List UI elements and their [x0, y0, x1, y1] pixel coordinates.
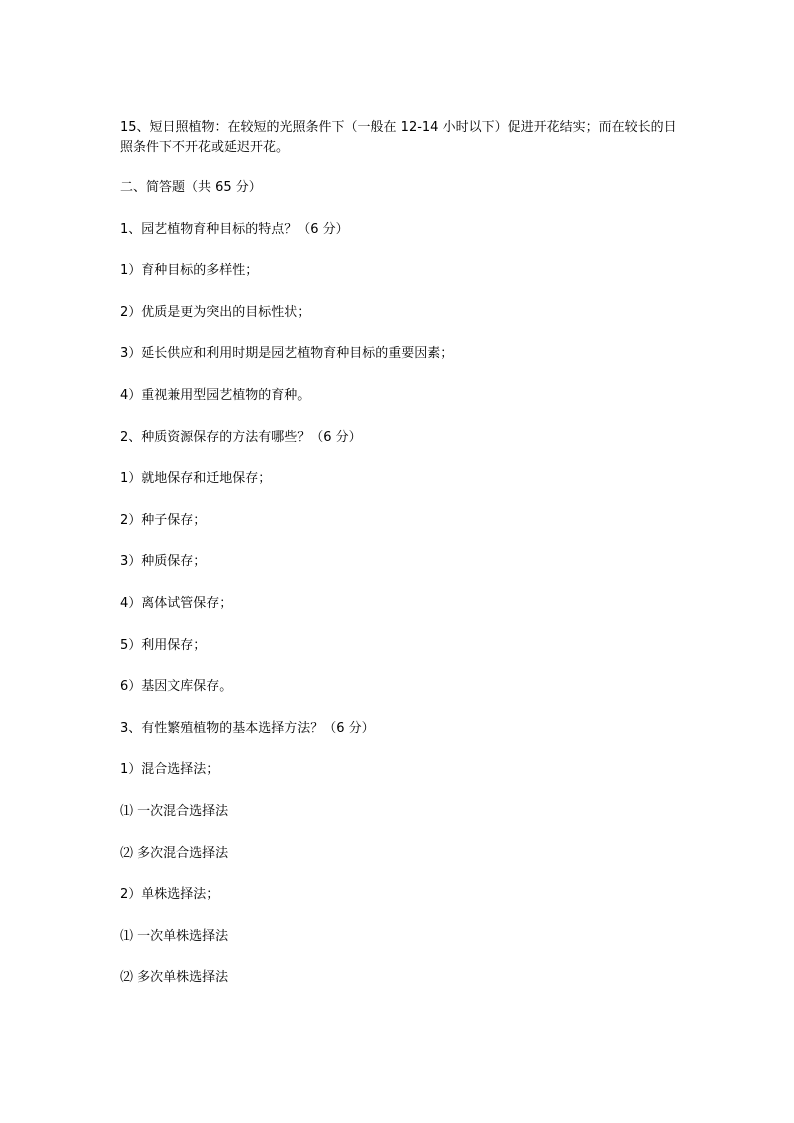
definition-15: 15、短日照植物：在较短的光照条件下（一般在 12-14 小时以下）促进开花结实；而在较长的日照条件下不开花或延迟开花。 — [120, 120, 677, 155]
answer-line: 1）就地保存和迁地保存； — [120, 471, 272, 487]
answer-line: 3）延长供应和利用时期是园艺植物育种目标的重要因素； — [120, 346, 454, 362]
section-title: 二、简答题（共 65 分） — [120, 180, 262, 195]
answer-line: 4）重视兼用型园艺植物的育种。 — [120, 387, 311, 403]
document-page — [120, 118, 678, 1010]
sub-answer-line: ⑵ 多次单株选择法 — [120, 970, 229, 986]
sub-answer-line: ⑵ 多次混合选择法 — [120, 845, 229, 861]
answer-line: 3）种质保存； — [120, 554, 207, 570]
question-1: 1、园艺植物育种目标的特点？（6 分） — [120, 221, 349, 237]
question-2: 2、种质资源保存的方法有哪些？（6 分） — [120, 429, 362, 445]
answer-line: 4）离体试管保存； — [120, 595, 233, 611]
answer-line: 1）育种目标的多样性； — [120, 263, 259, 279]
answer-line: 2）单株选择法； — [120, 887, 220, 903]
answer-line: 6）基因文库保存。 — [120, 679, 233, 695]
answer-line: 2）优质是更为突出的目标性状； — [120, 304, 311, 320]
answer-line: 2）种子保存； — [120, 512, 207, 528]
question-3: 3、有性繁殖植物的基本选择方法？（6 分） — [120, 720, 375, 736]
answer-line: 5）利用保存； — [120, 637, 207, 653]
sub-answer-line: ⑴ 一次单株选择法 — [120, 928, 229, 944]
answer-line: 1）混合选择法； — [120, 762, 220, 778]
sub-answer-line: ⑴ 一次混合选择法 — [120, 803, 229, 819]
